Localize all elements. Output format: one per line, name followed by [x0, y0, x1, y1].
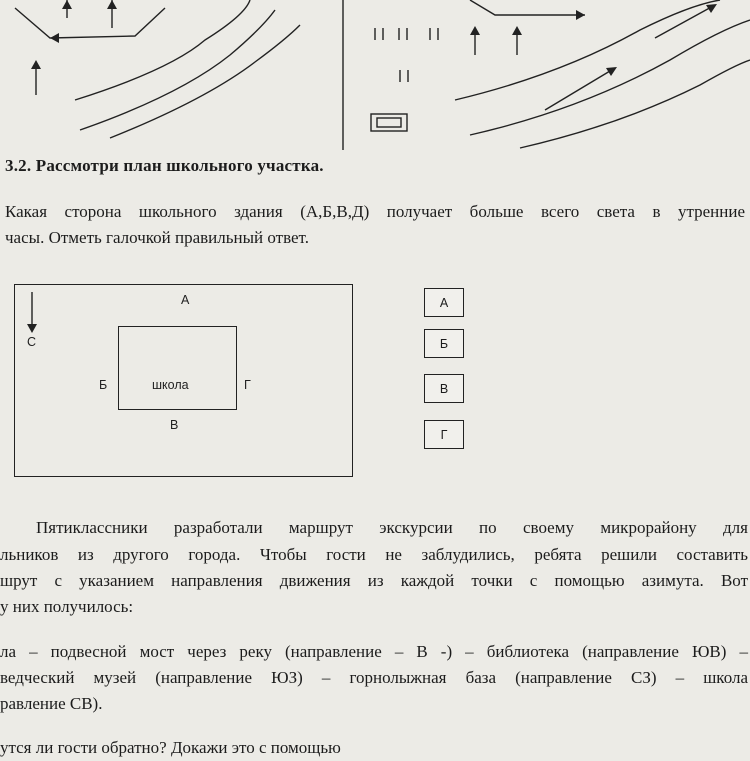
school-building — [118, 326, 237, 410]
answer-option-a[interactable]: А — [424, 288, 464, 317]
route-line-1: ла – подвесной мост через реку (направление – В -) – библиотека (направление ЮВ) – — [0, 642, 748, 661]
north-label: С — [27, 335, 37, 349]
route-line-3: равление СВ). — [0, 694, 103, 713]
building-icon — [377, 118, 401, 127]
passage-line-1: Пятиклассники разработали маршрут экскурсии по своему микрорайону для — [36, 518, 748, 537]
question-line-1: Какая сторона школьного здания (А,Б,В,Д) получает больше всего света в утренние — [5, 202, 745, 221]
answer-option-b[interactable]: Б — [424, 329, 464, 358]
bottom-cut-text: утся ли гости обратно? Докажи это с помощью — [0, 738, 341, 757]
question-line-2: часы. Отметь галочкой правильный ответ. — [5, 228, 309, 247]
north-arrow-icon — [22, 290, 42, 334]
side-label-right: Г — [244, 378, 251, 392]
route-line-2: ведческий музей (направление ЮЗ) – горнолыжная база (направление СЗ) – школа — [0, 668, 748, 687]
arrow-ne-icon — [545, 68, 615, 110]
passage-line-2: льников из другого города. Чтобы гости не заблудились, ребята решили составить — [0, 545, 748, 564]
side-label-bottom: В — [170, 418, 179, 432]
right-map-shore — [470, 0, 585, 15]
previous-task-figure — [0, 0, 750, 150]
task-heading: 3.2. Рассмотри план школьного участка. — [5, 156, 324, 175]
passage-line-3: шрут с указанием направления движения из каждой точки с помощью азимута. Вот — [0, 571, 748, 590]
school-label: школа — [152, 378, 189, 392]
passage-line-4: у них получилось: — [0, 597, 134, 616]
left-map-shore — [75, 0, 250, 100]
answer-option-g[interactable]: Г — [424, 420, 464, 449]
left-map-shore — [110, 25, 300, 138]
side-label-top: А — [181, 293, 190, 307]
left-map-shore — [80, 10, 275, 130]
right-map-shore — [470, 20, 750, 135]
side-label-left: Б — [99, 378, 108, 392]
answer-option-v[interactable]: В — [424, 374, 464, 403]
left-map-boundary — [15, 8, 165, 38]
